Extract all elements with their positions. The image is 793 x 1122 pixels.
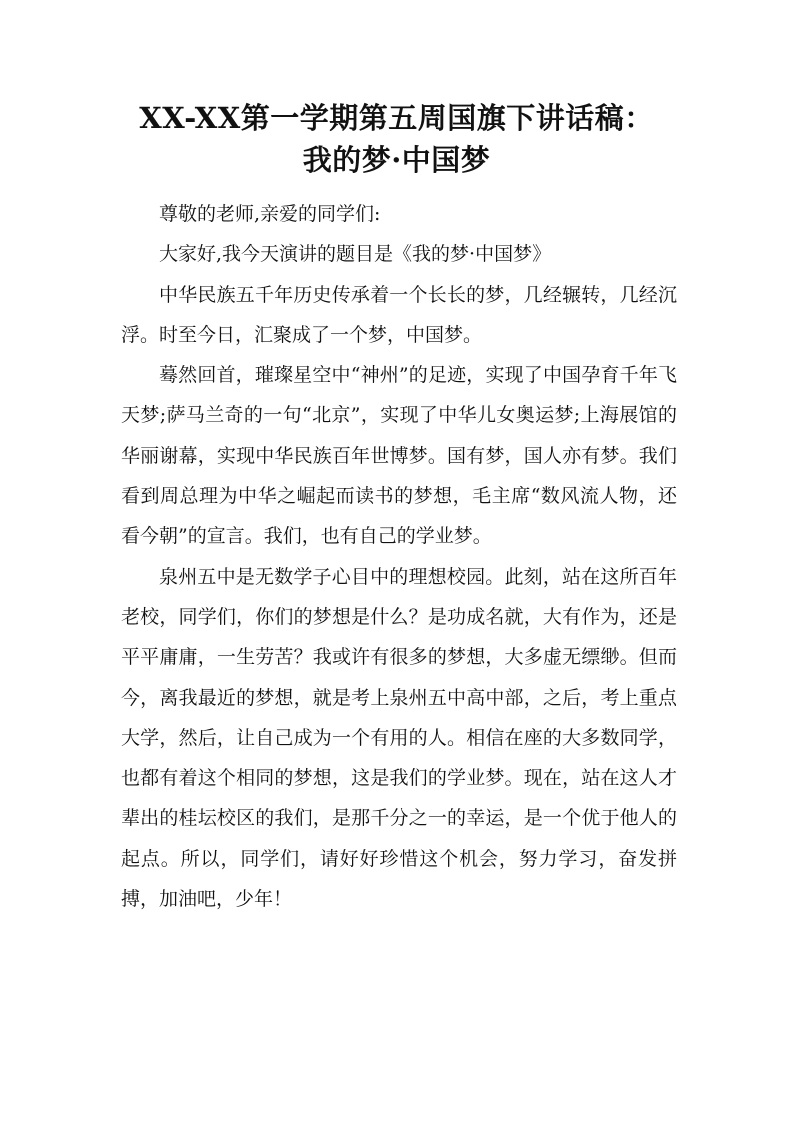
intro-paragraph: 大家好,我今天演讲的题目是《我的梦·中国梦》 [159,243,552,266]
salutation-paragraph: 尊敬的老师,亲爱的同学们: [159,203,381,225]
body-paragraph: 泉州五中是无数学子心目中的理想校园。此刻，站在这所百年老校，同学们，你们的梦想是什么？是功成名就，大有作为，还是平平庸庸，一生劳苦？我或许有很多的梦想，大多虚无缥缈。但而今，离我最近的梦想，就是考上泉州五中高中部，之后，考上重点大学，然后，让自己成为一个有用的人。相信在座的大多数同学，也都有着这个相同的梦想，这是我们的学业梦。现在，站在这人才辈出的桂坛校区的我们，是那千分之一的幸运，是一个优于他人的起点。所以，同学们，请好好珍惜这个机会，努力学习，奋发拼搏，加油吧，少年！ [121,565,677,911]
document-title-line-1: XX-XX第一学期第五周国旗下讲话稿： [139,101,654,135]
document-title-line-2: 我的梦·中国梦 [302,143,491,177]
document-body [121,194,677,919]
body-paragraph: 中华民族五千年历史传承着一个长长的梦，几经辗转，几经沉浮。时至今日，汇聚成了一个梦，中国梦。 [121,283,677,346]
body-paragraph: 蓦然回首，璀璨星空中“神州”的足迹，实现了中国孕育千年飞天梦;萨马兰奇的一句“北京”，实现了中华儿女奥运梦;上海展馆的华丽谢幕，实现中华民族百年世博梦。国有梦，国人亦有梦。我们看到周总理为中华之崛起而读书的梦想，毛主席“数风流人物，还看今朝”的宣言。我们，也有自己的学业梦。 [121,364,677,548]
